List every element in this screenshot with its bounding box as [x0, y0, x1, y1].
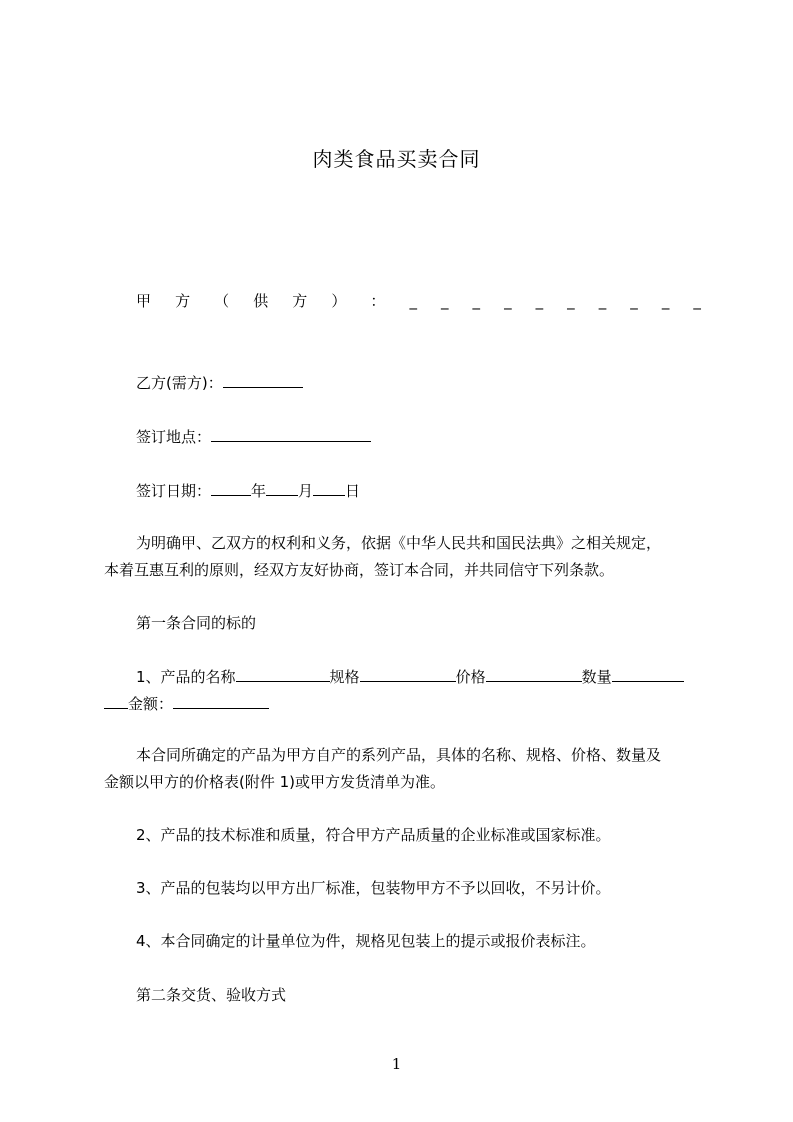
sign-date-month: 月: [298, 482, 314, 500]
party-b-blank[interactable]: [223, 371, 303, 388]
sign-place-line: [136, 425, 701, 447]
item1-qty-blank[interactable]: [612, 665, 684, 682]
party-a-blank: _: [440, 292, 449, 310]
article1-item1-line1: [136, 665, 701, 687]
party-a-char: 甲: [136, 292, 152, 310]
article1-item3: 3、产品的包装均以甲方出厂标准，包装物甲方不予以回收，不另计价。: [136, 879, 611, 897]
party-a-blank: _: [472, 292, 481, 310]
party-a-blank: _: [567, 292, 575, 310]
item1-qty-label: 数量: [581, 668, 612, 686]
sign-date-month-blank[interactable]: [266, 479, 298, 496]
intro-line-2: 本着互惠互利的原则，经双方友好协商，签订本合同，并共同信守下列条款。: [104, 561, 615, 579]
party-b-label: 乙方(需方)：: [136, 374, 223, 392]
item1-qty-blank-cont[interactable]: [104, 692, 128, 709]
article1-item4: 4、本合同确定的计量单位为件，规格见包装上的提示或报价表标注。: [136, 932, 596, 950]
article1-item1-line2: [104, 692, 704, 714]
item1-name-blank[interactable]: [236, 665, 330, 682]
party-a-char: ：: [370, 292, 386, 310]
item1-name-label: 1、产品的名称: [136, 668, 236, 686]
party-a-char: 方: [175, 292, 191, 310]
sign-date-year: 年: [251, 482, 267, 500]
article2-heading: 第二条交货、验收方式: [136, 986, 287, 1004]
party-a-blank: _: [693, 292, 701, 310]
item1-amount-blank[interactable]: [173, 692, 269, 709]
party-a-blank: _: [504, 292, 512, 310]
sign-place-blank[interactable]: [211, 425, 371, 442]
party-a-line: [136, 291, 701, 311]
party-a-char: 供: [253, 292, 269, 310]
item1-price-blank[interactable]: [486, 665, 582, 682]
article1-heading: 第一条合同的标的: [136, 614, 257, 632]
party-a-blank: _: [598, 292, 607, 310]
party-a-blank: _: [661, 292, 670, 310]
item1-spec-blank[interactable]: [360, 665, 456, 682]
party-a-char: ）: [331, 292, 347, 310]
party-a-char: （: [214, 292, 230, 310]
sign-date-year-blank[interactable]: [211, 479, 251, 496]
intro-line-1: 为明确甲、乙双方的权利和义务，依据《中华人民共和国民法典》之相关规定，: [136, 534, 662, 552]
item1-price-label: 价格: [455, 668, 486, 686]
contract-title: 肉类食品买卖合同: [312, 147, 481, 171]
party-a-blank: _: [630, 292, 638, 310]
party-b-line: [136, 371, 701, 393]
item1-amount-label: 金额：: [128, 695, 174, 713]
sign-date-line: [136, 479, 701, 501]
sign-date-day-blank[interactable]: [313, 479, 345, 496]
sign-date-label: 签订日期：: [136, 482, 212, 500]
article1-para-line-1: 本合同所确定的产品为甲方自产的系列产品，具体的名称、规格、价格、数量及: [136, 746, 662, 764]
article1-item2: 2、产品的技术标准和质量，符合甲方产品质量的企业标准或国家标准。: [136, 826, 611, 844]
page-number: 1: [391, 1055, 402, 1073]
party-a-blank: _: [409, 292, 417, 310]
party-a-blank: _: [535, 292, 544, 310]
sign-place-label: 签订地点：: [136, 428, 212, 446]
item1-spec-label: 规格: [329, 668, 360, 686]
sign-date-day: 日: [345, 482, 361, 500]
article1-para-line-2: 金额以甲方的价格表(附件 1)或甲方发货清单为准。: [104, 773, 446, 791]
party-a-char: 方: [292, 292, 308, 310]
